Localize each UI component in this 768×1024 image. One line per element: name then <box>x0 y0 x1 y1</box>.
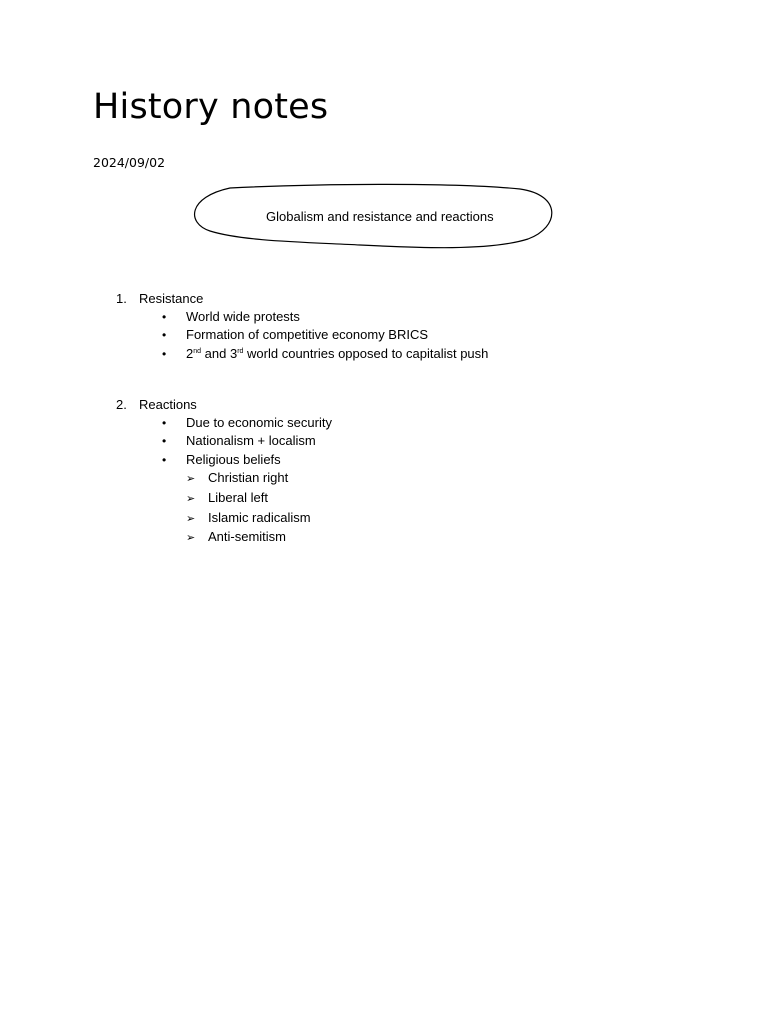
date-line: 2024/09/02 <box>93 155 166 170</box>
list-item: • Nationalism + localism <box>162 432 332 451</box>
list-item: • Formation of competitive economy BRICS <box>162 326 488 345</box>
bullet-icon: • <box>162 434 167 449</box>
list-item: • 2nd and 3rd world countries opposed to capitalist push <box>162 345 488 364</box>
callout-text: Globalism and resistance and reactions <box>266 209 494 224</box>
list-item: ➢ Christian right <box>186 469 332 489</box>
item-label: Reactions <box>139 397 197 412</box>
list-item: • Due to economic security <box>162 414 332 433</box>
item-label: Resistance <box>139 291 204 306</box>
bullet-list <box>116 308 488 364</box>
page-title: History notes <box>93 87 329 127</box>
section-reactions <box>116 396 332 548</box>
bullet-list <box>116 414 332 548</box>
list-item: ➢ Islamic radicalism <box>186 509 332 529</box>
arrow-list <box>162 469 332 547</box>
numbered-item <box>116 290 488 363</box>
ordinal-suffix: rd <box>237 347 244 355</box>
list-item: • World wide protests <box>162 308 488 327</box>
list-item: ➢ Liberal left <box>186 489 332 509</box>
list-item: ➢ Anti-semitism <box>186 528 332 548</box>
arrow-bullet-icon: ➢ <box>186 532 196 545</box>
arrow-bullet-icon: ➢ <box>186 473 196 486</box>
list-item: • Religious beliefs ➢ Christian right ➢ Liberal left ➢ Islamic radicalism ➢ Anti-semitism <box>162 451 332 548</box>
ordinal-suffix: nd <box>193 347 202 355</box>
arrow-bullet-icon: ➢ <box>186 492 196 505</box>
arrow-bullet-icon: ➢ <box>186 512 196 525</box>
item-number: 2. <box>116 397 127 412</box>
bullet-icon: • <box>162 415 167 430</box>
callout-oval <box>190 183 556 251</box>
bullet-icon: • <box>162 309 167 324</box>
bullet-icon: • <box>162 452 167 467</box>
section-resistance <box>116 290 488 363</box>
bullet-icon: • <box>162 328 167 343</box>
item-number: 1. <box>116 291 127 306</box>
bullet-icon: • <box>162 346 167 361</box>
numbered-item <box>116 396 332 548</box>
